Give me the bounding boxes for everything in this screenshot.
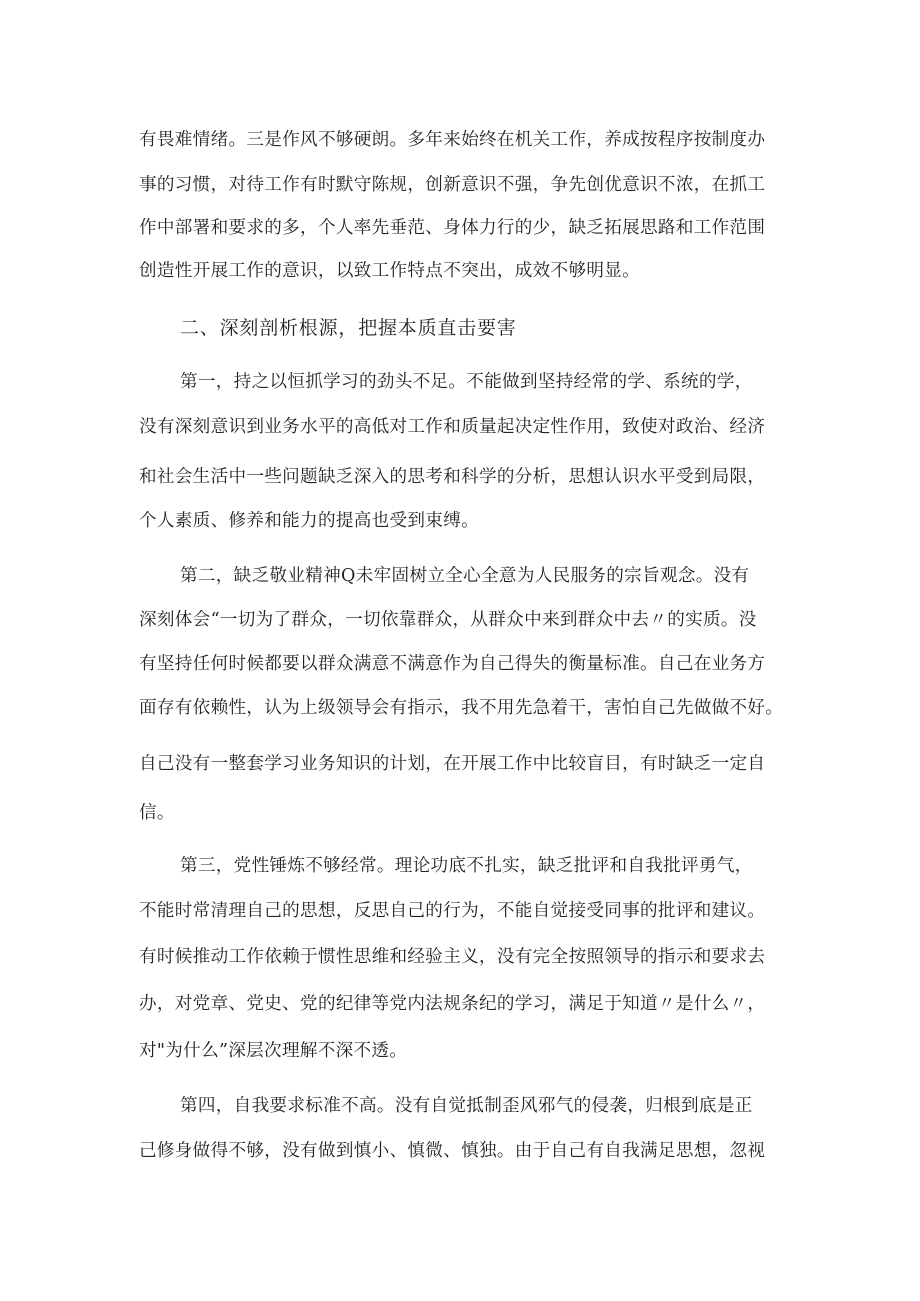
text-line: 第三，党性锤炼不够经常。理论功底不扎实，缺乏批评和自我批评勇气，	[180, 856, 753, 876]
text-line: 第四，自我要求标准不高。没有自觉抵制歪风邪气的侵袭，归根到底是正	[180, 1096, 753, 1116]
text-line: 事的习惯，对待工作有时默守陈规，创新意识不强，争先创优意识不浓，在抓工	[139, 175, 766, 195]
text-line: 深刻体会“一切为了群众，一切依靠群众，从群众中来到群众中去〃的实质。没	[139, 610, 757, 630]
text-line: 有畏难情绪。三是作风不够硬朗。多年来始终在机关工作，养成按程序按制度办	[139, 130, 766, 150]
text-line: 面存有依赖性，认为上级领导会有指示，我不用先急着干，害怕自己先做做不好。	[139, 698, 784, 718]
text-line: 有时候推动工作依赖于惯性思维和经验主义，没有完全按照领导的指示和要求去	[139, 947, 766, 967]
text-line: 己修身做得不够，没有做到慎小、慎微、慎独。由于自己有自我满足思想，忽视	[139, 1141, 766, 1161]
section-heading: 二、深刻剖析根源，把握本质直击要害	[180, 317, 517, 339]
text-line: 创造性开展工作的意识，以致工作特点不突出，成效不够明显。	[139, 261, 641, 281]
text-line: 个人素质、修养和能力的提高也受到束缚。	[139, 511, 479, 531]
text-line: 作中部署和要求的多，个人率先垂范、身体力行的少，缺乏拓展思路和工作范围	[139, 218, 766, 238]
text-line: 对"为什么”深层次理解不深不透。	[139, 1041, 408, 1061]
text-line: 和社会生活中一些问题缺乏深入的思考和科学的分析，思想认识水平受到局限，	[139, 467, 766, 487]
text-line: 不能时常清理自己的思想，反思自己的行为，不能自觉接受同事的批评和建议。	[139, 901, 766, 921]
text-line: 第二，缺乏敬业精神Q未牢固树立全心全意为人民服务的宗旨观念。没有	[180, 566, 750, 586]
text-line: 有坚持任何时候都要以群众满意不满意作为自己得失的衡量标准。自己在业务方	[139, 654, 766, 674]
text-line: 信。	[139, 803, 175, 823]
text-line: 办，对党章、党史、党的纪律等党内法规条纪的学习，满足于知道〃是什么〃，	[139, 994, 766, 1014]
text-line: 没有深刻意识到业务水平的高低对工作和质量起决定性作用，致使对政治、经济	[139, 417, 766, 437]
text-line: 第一，持之以恒抓学习的劲头不足。不能做到坚持经常的学、系统的学，	[180, 372, 753, 392]
text-line: 自己没有一整套学习业务知识的计划，在开展工作中比较盲目，有时缺乏一定自	[139, 754, 766, 774]
